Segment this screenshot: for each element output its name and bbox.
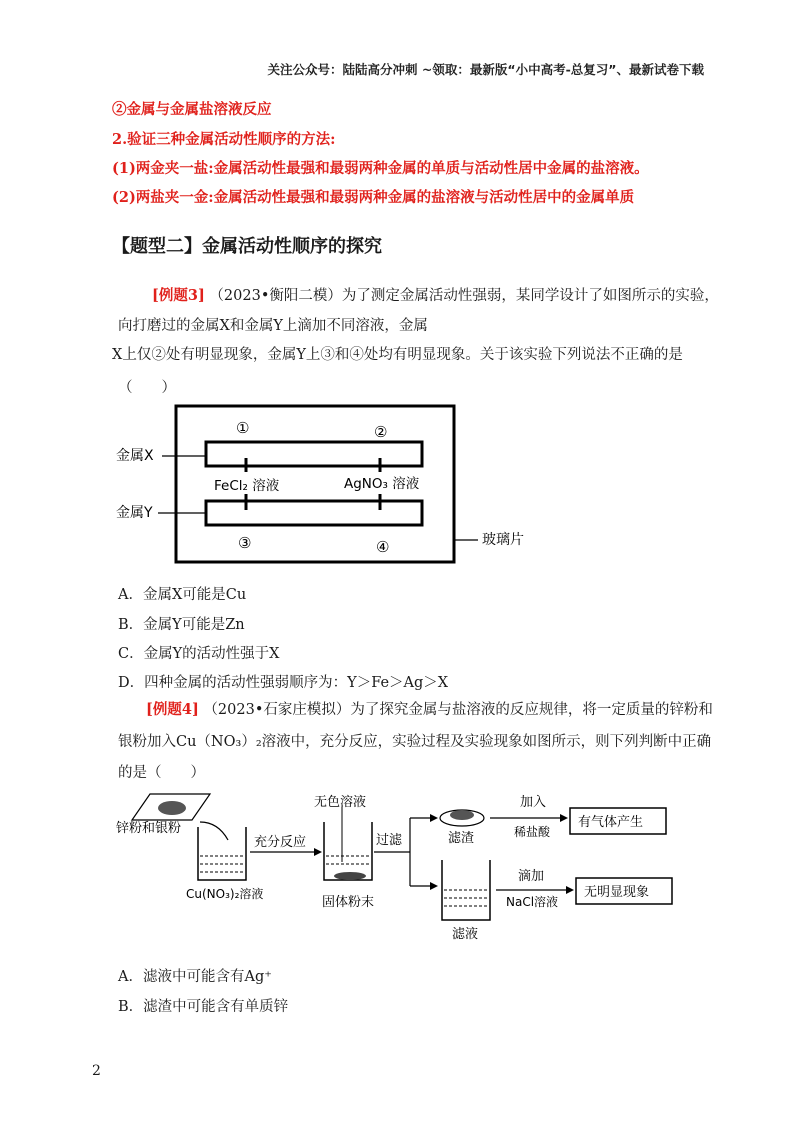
drop-label: 滴加 (518, 869, 545, 884)
colorless-label: 无色溶液 (314, 795, 367, 810)
example4-line1 (146, 700, 713, 720)
example3-line4: （ ） (118, 380, 176, 396)
example3-option-c: C．金属Y的活动性强于X (118, 646, 280, 662)
solid-powder (334, 872, 366, 880)
example4-label: [例题4] (146, 701, 199, 718)
filtrate-label: 滤液 (452, 927, 479, 942)
beaker-2 (324, 822, 372, 880)
page-number: 2 (92, 1063, 101, 1079)
note-2: 2.验证三种金属活动性顺序的方法: (112, 131, 336, 148)
powder-label: 锌粉和银粉 (116, 821, 182, 836)
metal-y-label: 金属Y (116, 505, 153, 521)
acid-label: 稀盐酸 (514, 825, 551, 839)
mark-1: ① (236, 419, 250, 437)
example3-label: [例题3] (152, 287, 205, 304)
example3-figure (110, 400, 560, 570)
example3-line2: 向打磨过的金属X和金属Y上滴加不同溶液，金属 (118, 318, 428, 334)
mark-3: ③ (238, 534, 252, 552)
fecl2-label: FeCl₂ 溶液 (214, 478, 280, 494)
note-1: ②金属与金属盐溶液反应 (112, 101, 272, 118)
example3-line1 (152, 286, 719, 306)
note-4: (2)两盐夹一金:金属活动性最强和最弱两种金属的盐溶液与活动性居中的金属单质 (112, 189, 635, 206)
example4-option-a: A．滤液中可能含有Ag⁺ (118, 969, 272, 985)
example4-text1: （2023•石家庄模拟）为了探究金属与盐溶液的反应规律，将一定质量的锌粉和 (203, 702, 713, 718)
example3-option-d: D．四种金属的活动性强弱顺序为：Y＞Fe＞Ag＞X (118, 675, 449, 691)
solid-label: 固体粉末 (322, 895, 375, 910)
nochange-label: 无明显现象 (584, 885, 650, 900)
page-header: 关注公众号：陆陆高分冲刺 ~领取：最新版“小中高考-总复习”、最新试卷下载 (267, 62, 704, 77)
metal-y-strip (206, 501, 422, 525)
note-3: (1)两金夹一盐:金属活动性最强和最弱两种金属的单质与活动性居中金属的盐溶液。 (112, 160, 649, 177)
example4-line2: 银粉加入Cu（NO₃）₂溶液中，充分反应，实验过程及实验现象如图所示，则下列判断中正确 (118, 734, 712, 750)
mark-2: ② (374, 423, 388, 441)
filter-label: 过滤 (376, 833, 403, 848)
section-title: 【题型二】金属活动性顺序的探究 (112, 236, 382, 257)
solution-label: Cu(NO₃)₂溶液 (186, 887, 264, 901)
residue-label: 滤渣 (448, 831, 475, 846)
example4-option-b: B．滤渣中可能含有单质锌 (118, 999, 289, 1015)
agno3-label: AgNO₃ 溶液 (344, 476, 420, 492)
metal-x-label: 金属X (116, 448, 154, 464)
glass-label: 玻璃片 (482, 532, 524, 548)
add-label: 加入 (520, 795, 547, 810)
example3-text1: （2023•衡阳二模）为了测定金属活动性强弱，某同学设计了如图所示的实验， (209, 288, 719, 304)
example3-option-b: B．金属Y可能是Zn (118, 617, 245, 633)
gas-label: 有气体产生 (578, 815, 644, 830)
react-label: 充分反应 (254, 835, 307, 850)
powder-pile (158, 801, 186, 815)
metal-x-strip (206, 442, 422, 466)
example4-figure (110, 782, 690, 947)
example4-line3: 的是（ ） (118, 765, 205, 781)
nacl-label: NaCl溶液 (506, 895, 559, 909)
mark-4: ④ (376, 538, 390, 556)
example3-option-a: A．金属X可能是Cu (118, 587, 247, 603)
example3-line3: X上仅②处有明显现象，金属Y上③和④处均有明显现象。关于该实验下列说法不正确的是 (112, 347, 683, 363)
